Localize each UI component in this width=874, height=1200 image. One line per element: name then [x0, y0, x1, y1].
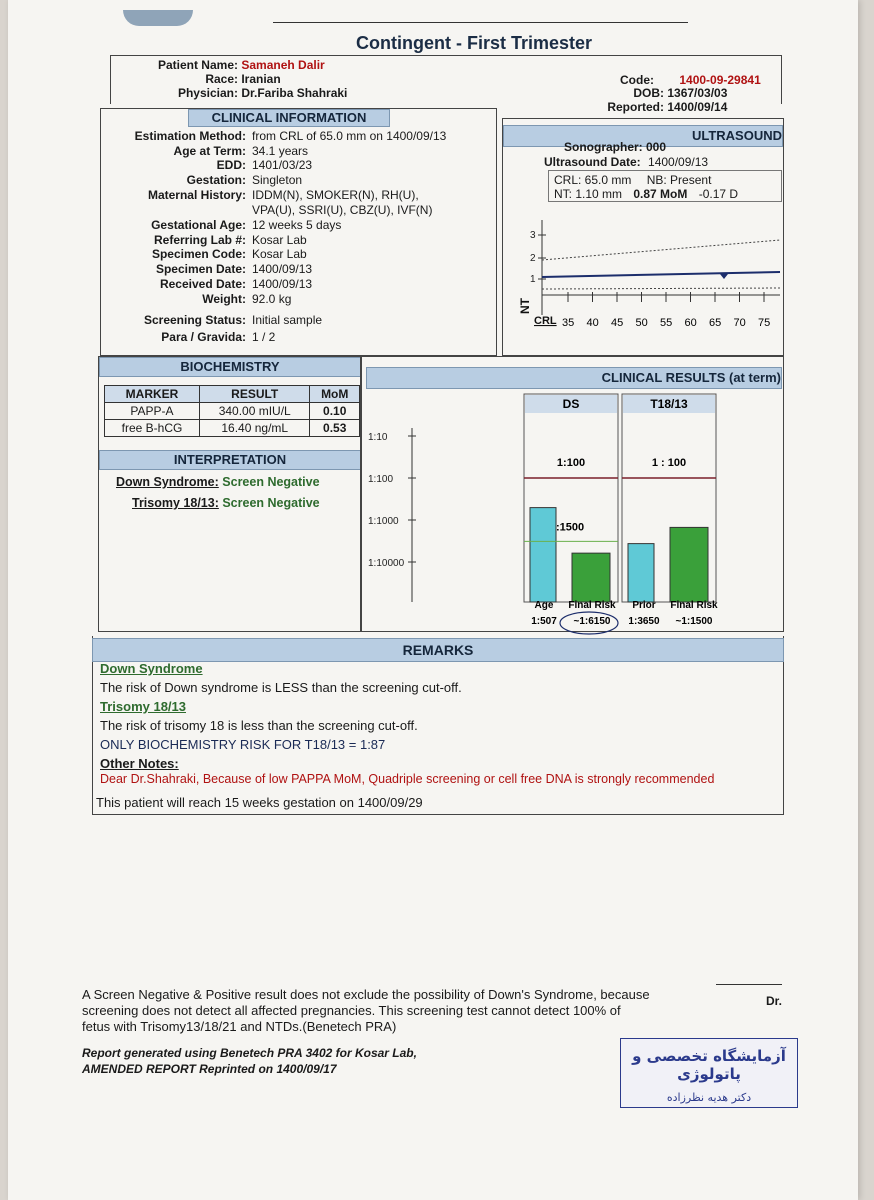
- report-page: [8, 0, 858, 1200]
- nt-value: NT: 1.10 mm 0.87 MoM -0.17 D: [554, 187, 739, 201]
- remarks-ds-heading: Down Syndrome: [100, 661, 203, 676]
- signature-line: [716, 984, 782, 985]
- race-row: Race: Iranian: [205, 72, 281, 86]
- risk-chart: [360, 392, 780, 634]
- remarks-t18-text: The risk of trisomy 18 is less than the screening cut-off.: [100, 718, 418, 733]
- ds-final-risk-bar: [572, 553, 610, 602]
- clinical-row: Specimen Code: Kosar Lab: [151, 247, 307, 261]
- interp-ds: Down Syndrome: Screen Negative: [116, 475, 320, 489]
- nt-xtick-group: [562, 292, 770, 329]
- table-row: PAPP-A 340.00 mIU/L 0.10: [105, 403, 360, 420]
- dob-row: DOB: 1367/03/03: [633, 86, 728, 100]
- lab-stamp: [620, 1038, 798, 1108]
- stamp-name: دکتر هدیه نظرزاده: [666, 1091, 752, 1104]
- title-rule: [273, 22, 688, 23]
- remarks-t18-bio: ONLY BIOCHEMISTRY RISK FOR T18/13 = 1:87: [100, 737, 386, 752]
- table-row: free B-hCG 16.40 ng/mL 0.53: [105, 420, 360, 437]
- risk-ytick-label: 1:100: [368, 474, 394, 485]
- reported-row: Reported: 1400/09/14: [607, 100, 728, 114]
- clinical-row: Age at Term: 34.1 years: [173, 144, 309, 158]
- nt-xtick-label: 40: [586, 317, 599, 329]
- ds-age-bar: [530, 508, 556, 602]
- age-label-value: 1:507: [531, 616, 557, 627]
- nt-xtick-label: 60: [684, 317, 697, 329]
- remarks-t18-heading: Trisomy 18/13: [100, 699, 186, 714]
- nt-xtick-label: 50: [635, 317, 648, 329]
- col-marker: MARKER: [105, 386, 200, 403]
- risk-panel-title: DS: [562, 397, 580, 411]
- clinical-row: Estimation Method: from CRL of 65.0 mm on 1400/09/13: [134, 129, 447, 143]
- lab-logo: [123, 10, 193, 26]
- patient-name-row: Patient Name: Samaneh Dalir: [157, 58, 325, 72]
- code-row: Code: 1400-09-29841: [620, 73, 761, 87]
- remarks-other-heading: Other Notes:: [100, 756, 179, 771]
- amended-note: AMENDED REPORT Reprinted on 1400/09/17: [82, 1062, 337, 1076]
- biochem-header: BIOCHEMISTRY: [99, 357, 361, 377]
- t18-prior-bar: [628, 544, 654, 602]
- ultrasound-header: ULTRASOUND: [503, 125, 783, 147]
- remarks-ds-text: The risk of Down syndrome is LESS than the screening cut-off.: [100, 680, 462, 695]
- disclaimer-line2: screening does not detect all affected pregnancies. This screening test cannot detect 100% of: [82, 1003, 621, 1018]
- physician-row: Physician: Dr.Fariba Shahraki: [177, 86, 348, 100]
- clinical-row: Screening Status: Initial sample: [143, 313, 323, 327]
- t18-final-label-value: ~1:1500: [675, 616, 713, 627]
- crl-axis-label: CRL: [534, 315, 557, 327]
- clinical-row: Referring Lab #: Kosar Lab: [153, 233, 307, 247]
- t18-final-risk-bar: [670, 527, 708, 602]
- nt-patient-marker: [720, 274, 728, 279]
- risk-ytick-label: 1:10000: [368, 558, 405, 569]
- crl-value: CRL: 65.0 mm NB: Present: [554, 173, 712, 187]
- patient-code: 1400-09-29841: [679, 73, 761, 87]
- risk-cutoff-label: 1:100: [556, 457, 586, 469]
- clinical-info-header: CLINICAL INFORMATION: [188, 109, 390, 127]
- clinical-row: VPA(U), SSRI(U), CBZ(U), IVF(N): [252, 203, 433, 217]
- ds-final-label-value: ~1:6150: [573, 616, 611, 627]
- t18-final-label: Final Risk: [670, 600, 718, 611]
- nt-xtick-label: 75: [758, 317, 771, 329]
- disclaimer-line3: fetus with Trisomy13/18/21 and NTDs.(Benetech PRA): [82, 1019, 397, 1034]
- clinical-row: Gestation: Singleton: [186, 173, 303, 187]
- report-title: Contingent - First Trimester: [356, 33, 593, 53]
- prior-label: Prior: [632, 600, 656, 611]
- biochem-table: [104, 385, 360, 437]
- nt-upper-limit-line: [542, 240, 780, 260]
- nt-crl-chart: [508, 220, 788, 335]
- stamp-title: آزمایشگاه تخصصی و پاتولوژی: [632, 1047, 786, 1083]
- disclaimer-line1: A Screen Negative & Positive result does not exclude the possibility of Down's Syndrome, because: [82, 987, 650, 1002]
- results-header: CLINICAL RESULTS (at term): [366, 367, 782, 389]
- patient-name: Samaneh Dalir: [241, 58, 325, 72]
- clinical-row: Received Date: 1400/09/13: [159, 277, 313, 291]
- col-mom: MoM: [310, 386, 360, 403]
- remarks-header: REMARKS: [92, 638, 784, 662]
- clinical-row: Maternal History: IDDM(N), SMOKER(N), RH(U),: [147, 188, 419, 202]
- remarks-weeks-text: This patient will reach 15 weeks gestation on 1400/09/29: [96, 795, 423, 810]
- interp-t18: Trisomy 18/13: Screen Negative: [132, 496, 320, 510]
- risk-panel-title: T18/13: [650, 397, 688, 411]
- nt-xtick-label: 65: [709, 317, 722, 329]
- remarks-other-text: Dear Dr.Shahraki, Because of low PAPPA MoM, Quadriple screening or cell free DNA is strongly recommended: [100, 772, 715, 786]
- nt-ytick: 2: [530, 253, 536, 264]
- risk-ytick-label: 1:10: [368, 432, 388, 443]
- risk-ytick-label: 1:1000: [368, 516, 399, 527]
- ultrasound-date-row: Ultrasound Date: 1400/09/13: [544, 155, 709, 169]
- clinical-row: Gestational Age: 12 weeks 5 days: [151, 218, 342, 232]
- nt-ytick: 3: [530, 230, 536, 241]
- clinical-row: EDD: 1401/03/23: [216, 158, 313, 172]
- interpretation-header: INTERPRETATION: [99, 450, 361, 470]
- nt-xtick-label: 35: [562, 317, 575, 329]
- nt-xtick-label: 55: [660, 317, 673, 329]
- sonographer: Sonographer: 000: [564, 140, 667, 154]
- nt-ytick: 1: [530, 274, 536, 285]
- nt-xtick-label: 70: [733, 317, 746, 329]
- nt-xtick-label: 45: [611, 317, 624, 329]
- age-label: Age: [534, 600, 554, 611]
- doctor-label: Dr.: [766, 994, 783, 1008]
- risk-cutoff-label: 1 : 100: [651, 457, 687, 469]
- nt-lower-limit-line: [542, 288, 780, 289]
- ds-final-label: Final Risk: [568, 600, 616, 611]
- clinical-row: Weight: 92.0 kg: [202, 292, 292, 306]
- final-risk-circle: [558, 610, 620, 636]
- nt-median-line: [542, 272, 780, 277]
- col-result: RESULT: [199, 386, 309, 403]
- nt-axis-label: NT: [518, 298, 532, 314]
- clinical-row: Specimen Date: 1400/09/13: [155, 262, 313, 276]
- prior-label-value: 1:3650: [628, 616, 660, 627]
- ds-marker-label: :1500: [556, 521, 585, 534]
- clinical-row: Para / Gravida: 1 / 2: [161, 330, 276, 344]
- generated-note: Report generated using Benetech PRA 3402 for Kosar Lab,: [82, 1046, 417, 1060]
